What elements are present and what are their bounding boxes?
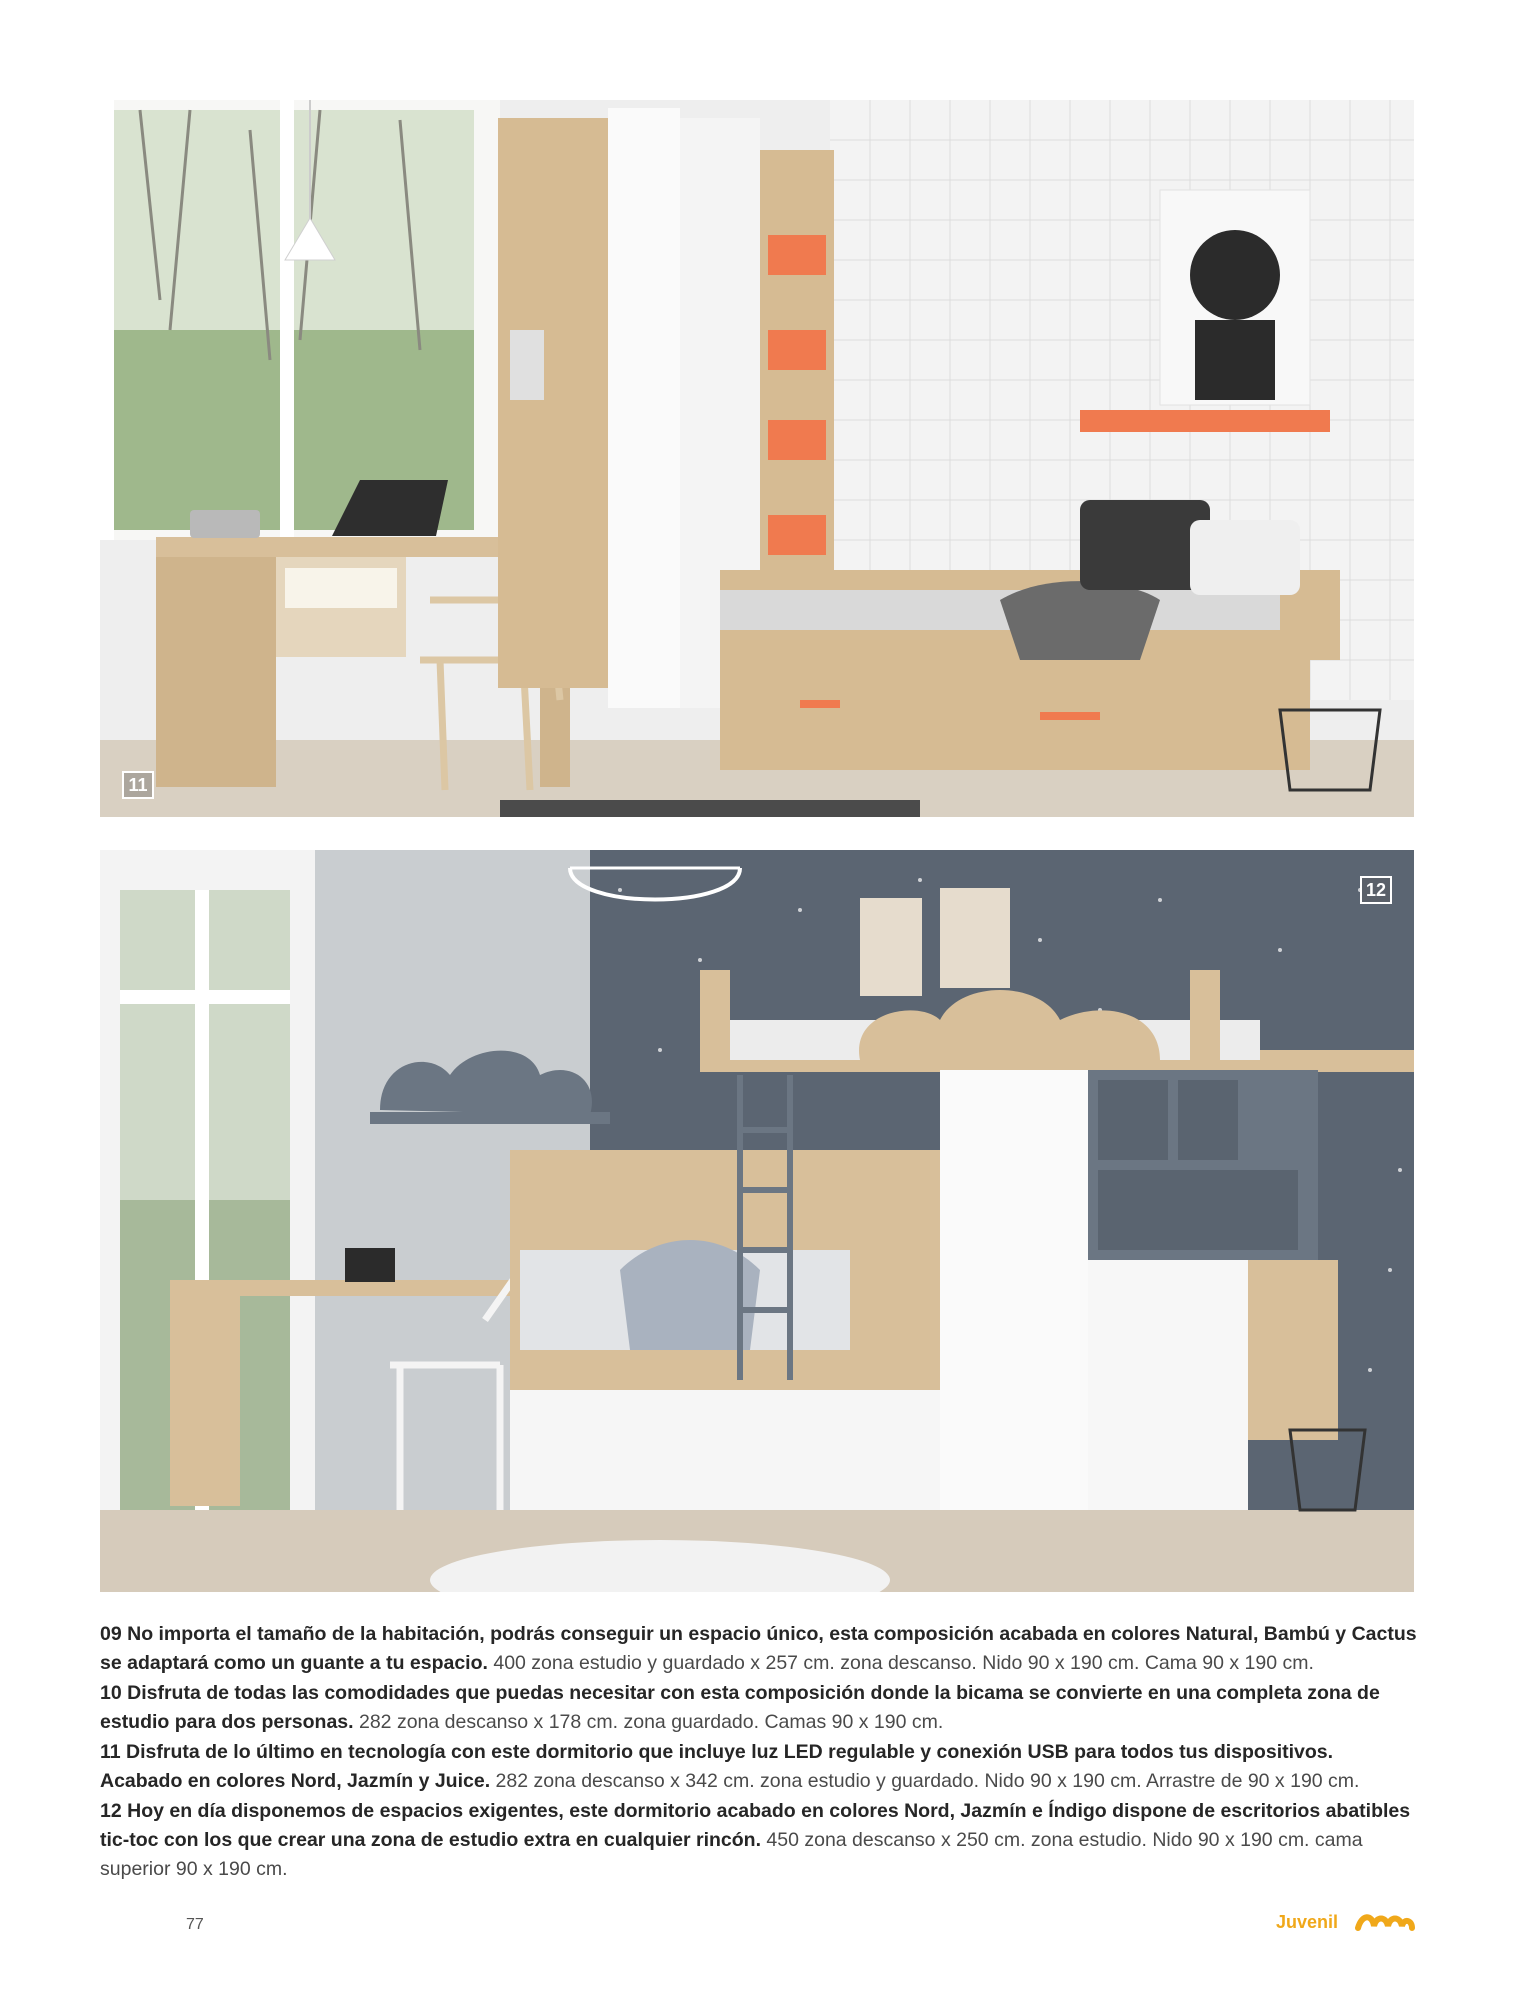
bedroom-photo-11 <box>100 100 1414 817</box>
caption-12 <box>100 1797 1420 1884</box>
caption-10-dimensions: 282 zona descanso x 178 cm. zona guardado. Camas 90 x 190 cm. <box>353 1711 944 1733</box>
caption-10-title: 10 Disfruta de todas las comodidades que puedas necesitar con esta composición donde la bicama se convierte en una completa zona de estudio para dos personas. <box>100 1682 1380 1733</box>
caption-11-title: 11 Disfruta de lo último en tecnología con este dormitorio que incluye luz LED regulable y conexión USB para todos tus dispositivos. Acabado en colores Nord, Jazmín y Juice. <box>100 1741 1334 1792</box>
caption-09 <box>100 1620 1420 1678</box>
bedroom-photo-12 <box>100 850 1414 1592</box>
caption-09-title: 09 No importa el tamaño de la habitación, podrás conseguir un espacio único, esta composición acabada en colores Natural, Bambú y Cactus se adaptará como un guante a tu espacio. <box>100 1623 1417 1674</box>
caption-12-dimensions: 450 zona descanso x 250 cm. zona estudio. Nido 90 x 190 cm. cama superior 90 x 190 cm. <box>100 1829 1363 1880</box>
caption-11-dimensions: 282 zona descanso x 342 cm. zona estudio y guardado. Nido 90 x 190 cm. Arrastre de 90 x 190 cm. <box>490 1770 1360 1792</box>
bedroom-12-illustration <box>100 850 1414 1592</box>
bedroom-11-illustration <box>100 100 1414 817</box>
page-number: 77 <box>186 1916 204 1933</box>
caption-09-dimensions: 400 zona estudio y guardado x 257 cm. zona descanso. Nido 90 x 190 cm. Cama 90 x 190 cm. <box>487 1652 1314 1674</box>
section-logo-icon <box>1354 1906 1416 1938</box>
caption-10 <box>100 1679 1420 1737</box>
captions <box>100 1620 1420 1885</box>
caption-12-title: 12 Hoy en día disponemos de espacios exigentes, este dormitorio acabado en colores Nord, Jazmín e Índigo dispone de escritorios abatibles tic-toc con los que crear una zona de estudio extra en cualquier rincón. <box>100 1800 1411 1851</box>
section-label: Juvenil <box>1275 1912 1338 1932</box>
photo-number-badge: 12 <box>1360 876 1392 904</box>
photo-number-badge: 11 <box>122 771 154 799</box>
caption-11 <box>100 1738 1420 1796</box>
